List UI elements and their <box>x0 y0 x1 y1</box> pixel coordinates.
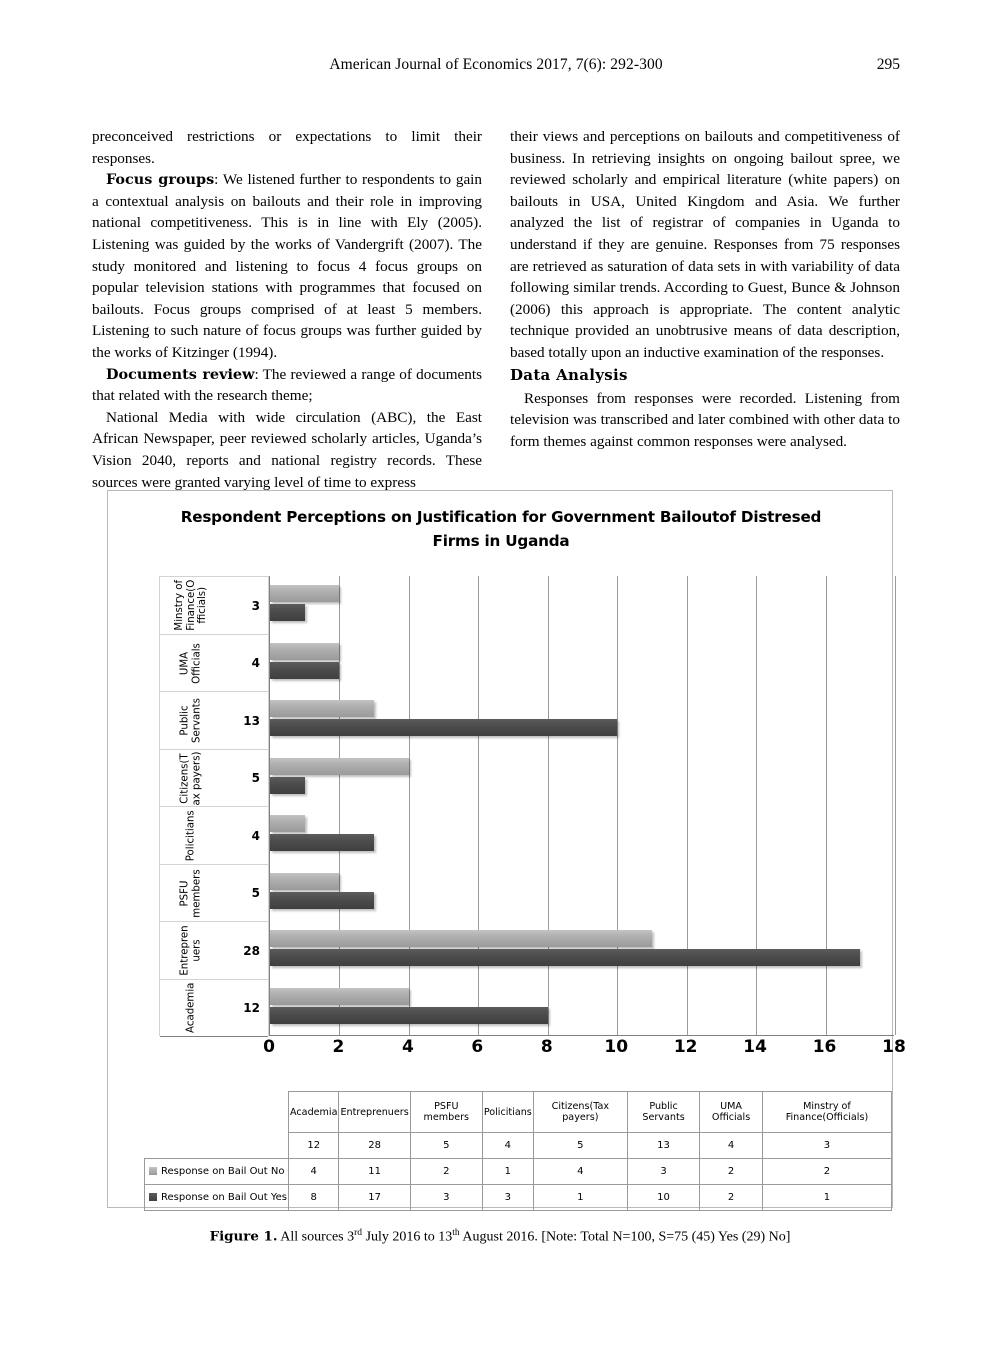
table-cell-value: 1 <box>533 1185 627 1211</box>
left-column <box>92 126 482 493</box>
table-cell-value: 5 <box>533 1133 627 1159</box>
bar-group <box>270 979 894 1037</box>
table-cell-value: 4 <box>289 1159 339 1185</box>
table-header-row <box>145 1092 892 1133</box>
table-column-header: Minstry of Finance(Officials) <box>762 1092 891 1133</box>
bar-response-yes <box>270 719 617 736</box>
right-column <box>510 126 900 493</box>
bar-group <box>270 864 894 922</box>
x-axis-tick-label: 2 <box>332 1037 345 1057</box>
paragraph-responses: preconceived restrictions or expectations to limit their responses. <box>92 128 482 167</box>
category-total-value: 5 <box>251 771 260 785</box>
category-total-value: 28 <box>243 943 260 958</box>
category-total-value: 12 <box>243 1001 260 1015</box>
category-axis-label: UMA Officials <box>179 642 202 684</box>
category-axis-row <box>160 635 268 693</box>
table-cell-value: 2 <box>700 1159 763 1185</box>
category-total-value: 5 <box>251 886 260 900</box>
bar-response-no <box>270 585 339 602</box>
body-columns <box>92 126 900 493</box>
chart-data-table <box>144 1091 892 1211</box>
table-cell-value: 3 <box>482 1185 533 1211</box>
figure-caption-c: August 2016. [Note: Total N=100, S=75 (45) Yes (29) No] <box>459 1229 791 1245</box>
table-cell-value: 2 <box>700 1185 763 1211</box>
table-column-header: Academia <box>289 1092 339 1133</box>
x-axis-tick-label: 4 <box>401 1037 414 1057</box>
table-column-header: Entreprenuers <box>339 1092 410 1133</box>
table-column-header: PSFU members <box>410 1092 482 1133</box>
category-total-value: 3 <box>251 598 260 613</box>
table-row <box>145 1185 892 1211</box>
category-axis-row <box>160 692 268 750</box>
chart-plot-wrapper <box>159 576 894 1041</box>
table-cell-value: 28 <box>339 1133 410 1159</box>
table-row <box>145 1133 892 1159</box>
table-cell-value: 5 <box>410 1133 482 1159</box>
table-cell-value: 4 <box>700 1133 763 1159</box>
x-axis-tick-label: 18 <box>882 1037 906 1057</box>
plot-area <box>269 576 894 1036</box>
paragraph-documents-review <box>92 364 482 407</box>
table-cell-value: 2 <box>410 1159 482 1185</box>
bar-response-no <box>270 700 374 717</box>
table-row-label-blank <box>145 1133 289 1159</box>
bar-response-yes <box>270 949 860 966</box>
bar-response-no <box>270 815 305 832</box>
x-axis-tick-label: 16 <box>812 1037 837 1057</box>
category-axis-label: Entrepren uers <box>179 925 202 976</box>
bar-response-yes <box>270 604 305 621</box>
table-column-header: Public Servants <box>627 1092 699 1133</box>
table-cell-value: 13 <box>627 1133 699 1159</box>
table-column-header: Policitians <box>482 1092 533 1133</box>
table-cell-value: 12 <box>289 1133 339 1159</box>
bar-group <box>270 806 894 864</box>
legend-entry: Response on Bail Out No <box>145 1159 289 1185</box>
category-total-value: 13 <box>243 713 260 728</box>
x-axis-tick-labels <box>263 1037 906 1063</box>
paragraph-focus-groups-text: : We listened further to respondents to gain a contextual analysis on bailouts and their role in improving national competitiveness. This is in line with Ely (2005). Listening was guided by the works of Vandergrift (2007). The study monitored and listening to focus 4 focus groups on popular television stations with programmes that focused on bailouts. Focus groups comprised of at least 5 members. Listening to such nature of focus groups was further guided by the works of Kitzinger (1994). <box>92 171 482 361</box>
x-axis-tick-label: 14 <box>743 1037 767 1057</box>
category-axis-row <box>160 980 268 1038</box>
category-axis-table <box>159 576 269 1036</box>
journal-running-head: American Journal of Economics 2017, 7(6): 292-300 <box>329 56 663 73</box>
table-cell-value: 10 <box>627 1185 699 1211</box>
category-axis-label: Policitians <box>184 810 196 861</box>
table-row <box>145 1159 892 1185</box>
legend-entry: Response on Bail Out Yes <box>145 1185 289 1211</box>
figure-caption-a: All sources 3 <box>280 1229 355 1245</box>
figure-container <box>107 490 906 1208</box>
figure-caption-b: July 2016 to 13 <box>362 1229 453 1245</box>
bar-group <box>270 576 894 634</box>
category-axis-row <box>160 750 268 808</box>
x-axis-tick-label: 6 <box>471 1037 484 1057</box>
table-cell-value: 4 <box>533 1159 627 1185</box>
table-column-header: Citizens(Tax payers) <box>533 1092 627 1133</box>
category-axis-row <box>160 577 268 635</box>
table-cell-value: 11 <box>339 1159 410 1185</box>
bar-response-no <box>270 930 652 947</box>
table-cell-value: 17 <box>339 1185 410 1211</box>
chart-title: Respondent Perceptions on Justification for Government Bailoutof Distresed Firms in Uganda <box>180 508 822 550</box>
table-cell-value: 4 <box>482 1133 533 1159</box>
bar-response-yes <box>270 834 374 851</box>
table-cell-value: 1 <box>762 1185 891 1211</box>
category-axis-row <box>160 865 268 923</box>
heading-data-analysis: Data Analysis <box>510 365 628 384</box>
legend-swatch-icon <box>149 1167 157 1175</box>
table-cell-value: 8 <box>289 1185 339 1211</box>
bar-response-no <box>270 643 339 660</box>
x-axis-tick-label: 0 <box>263 1037 275 1057</box>
legend-swatch-icon <box>149 1193 157 1201</box>
bar-response-yes <box>270 777 305 794</box>
page-header <box>92 56 900 78</box>
runhead-focus-groups: Focus groups <box>106 171 215 189</box>
x-axis-tick-label: 12 <box>673 1037 698 1057</box>
bar-response-no <box>270 988 409 1005</box>
x-axis-tick-label: 10 <box>604 1037 629 1057</box>
table-cell-value: 3 <box>627 1159 699 1185</box>
figure-caption-sup-a: rd <box>354 1228 363 1238</box>
table-column-header: UMA Officials <box>700 1092 763 1133</box>
bar-response-no <box>270 758 409 775</box>
bar-response-yes <box>270 1007 548 1024</box>
category-total-value: 4 <box>251 828 260 843</box>
page-number: 295 <box>876 56 900 73</box>
paragraph-focus-groups <box>92 169 482 363</box>
bar-group <box>270 921 894 979</box>
category-axis-label: Academia <box>184 982 196 1034</box>
figure-caption <box>107 1228 893 1246</box>
category-axis-label: PSFU members <box>179 868 202 918</box>
category-axis-row <box>160 922 268 980</box>
bar-group <box>270 634 894 692</box>
runhead-documents-review: Documents review <box>106 365 255 383</box>
bar-response-yes <box>270 662 339 679</box>
paragraph-national-media: National Media with wide circulation (ABC), the East African Newspaper, peer reviewed scholarly articles, Uganda’s Vision 2040, reports and national registry records. These sources were granted varying level of time to express <box>92 408 482 491</box>
bar-response-no <box>270 873 339 890</box>
figure-caption-sup-b: th <box>452 1228 460 1238</box>
paragraph-documents-review-text: : The reviewed a range of documents that related with the research theme; <box>92 365 482 405</box>
category-axis-row <box>160 807 268 865</box>
bar-group <box>270 691 894 749</box>
table-cell-value: 1 <box>482 1159 533 1185</box>
table-cell-value: 3 <box>410 1185 482 1211</box>
bar-group <box>270 749 894 807</box>
bar-response-yes <box>270 892 374 909</box>
table-corner-blank <box>145 1092 289 1133</box>
paragraph-data-analysis: Responses from responses were recorded. Listening from television was transcribed and later combined with other data to form themes against common responses were analysed. <box>510 389 900 450</box>
table-cell-value: 2 <box>762 1159 891 1185</box>
category-axis-label: Minstry of Finance(O fficials) <box>173 580 208 631</box>
category-axis-label: Citizens(T ax payers) <box>179 751 202 805</box>
x-axis-tick-label: 8 <box>540 1037 553 1057</box>
category-total-value: 4 <box>251 656 260 670</box>
table-cell-value: 3 <box>762 1133 891 1159</box>
gridline <box>895 576 896 1035</box>
figure-caption-label: Figure 1. <box>209 1228 278 1245</box>
category-axis-label: Public Servants <box>179 698 202 743</box>
paragraph-views-perceptions: their views and perceptions on bailouts and competitiveness of business. In retrieving insights on ongoing bailout spree, we reviewed scholarly and empirical literature (white papers) on bailouts in USA, United Kingdom and Asia. We further analyzed the list of registrar of companies in Uganda to understand if they are genuine. Responses from 75 responses are retrieved as saturation of data sets in with variability of data following similar trends. According to Guest, Bunce & Johnson (2006) this approach is appropriate. The content analytic technique provided an unobtrusive means of data description, based totally upon an inductive examination of the responses. <box>510 128 900 361</box>
